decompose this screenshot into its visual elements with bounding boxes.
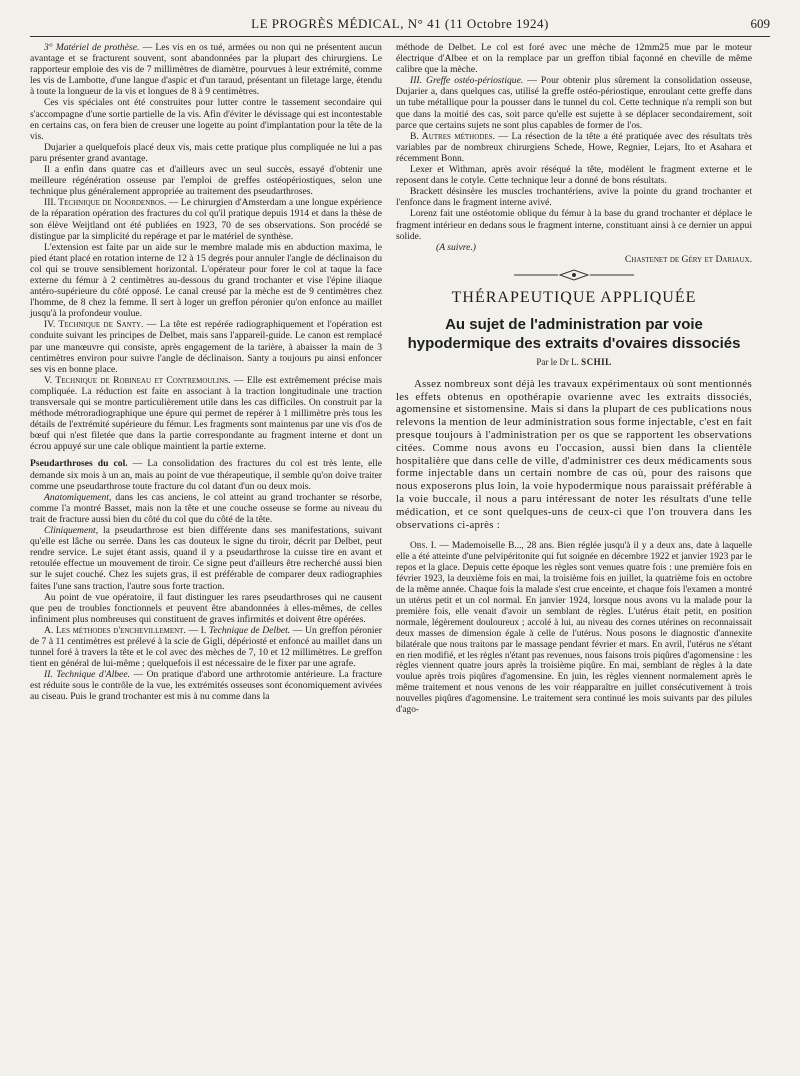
observation xyxy=(396,541,752,716)
paragraph: Il a enfin dans quatre cas et d'ailleurs avec un seul succès, essayé d'obtenir une meilleure régénération osseuse par l'emploi de greffes ostéopériostiques, selon une technique plus généralement appropriée au traitement des pseudarthroses. xyxy=(30,164,382,198)
paragraph xyxy=(30,492,382,525)
paragraph-label: III. Greffe ostéo-périostique. xyxy=(410,75,524,87)
paragraph: Au point de vue opératoire, il faut distinguer les rares pseudarthroses qui ne causent que peu de troubles fonctionnels et peuvent être abandonnées à elles-mêmes, de celles infiniment plus nombreuses qui constituent de graves infirmités et doivent être opérées. xyxy=(30,591,382,625)
journal-title: LE PROGRÈS MÉDICAL, N° 41 (11 Octobre 1924) xyxy=(251,16,549,31)
ornament-divider-icon xyxy=(514,268,634,282)
page-header xyxy=(30,10,770,37)
paragraph xyxy=(30,669,382,702)
paragraph xyxy=(30,197,382,241)
right-column xyxy=(396,42,752,716)
article-authors: Chastenet de Géry et Dariaux. xyxy=(624,253,752,265)
paragraph: Lexer et Withman, après avoir réséqué la tête, modèlent le fragment externe et le reposent dans le cotyle. Cette technique leur a donné de bons résultats. xyxy=(396,164,752,187)
author-name: SCHIL xyxy=(581,356,612,367)
paragraph: méthode de Delbet. Le col est foré avec une mèche de 12mm25 mue par le moteur électrique d'Albee et on la remplace par un greffon tibial façonné en cheville de même calibre que la mèche. xyxy=(396,42,752,76)
paragraph: Dujarier a quelquefois placé deux vis, mais cette pratique plus compliquée ne lui a pas paru présenter grand avantage. xyxy=(30,141,382,164)
article-title: Au sujet de l'administration par voie hypodermique des extraits d'ovaires dissociés xyxy=(407,315,741,352)
paragraph-label-italic: Technique de Delbet. xyxy=(208,624,291,636)
paragraph: Brackett désinsère les muscles trochantériens, avive la pointe du grand trochanter et l'enfonce dans le fragment interne avivé. xyxy=(396,186,752,209)
paragraph-label: Anatomiquement, xyxy=(44,491,112,503)
page-number: 609 xyxy=(750,16,770,31)
signature-block xyxy=(396,242,752,266)
paragraph xyxy=(30,625,382,669)
paragraph-label: 3° Matériel de prothèse. xyxy=(44,42,140,53)
paragraph-label: II. Technique d'Albee. xyxy=(44,669,130,681)
paragraph-label: IV. Technique de Santy. xyxy=(44,319,144,331)
ornament-divider xyxy=(396,268,752,282)
paragraph: Lorenz fait une ostéotomie oblique du fémur à la base du grand trochanter et déplace le fragment intérieur en dedans sous le fragment interne, constituant ainsi à ce dernier un appui solide. xyxy=(396,208,752,242)
paragraph-text: — La résection de la tête a été pratiquée avec des résultats très variables par de nombreux chirurgiens Schede, Howe, Regnier, Lejars, Ito et Asahara et récemment Bonn. xyxy=(396,130,753,164)
paragraph-text: — Un greffon péronier de 7 à 11 centimètres est prélevé à la scie de Gigli, dépériosté et enfoncé au maillet dans un tunnel foré à travers la tête et le col avec des mèches de 7, 10 et 12 millimètres. Le greffon tient en général de lui-même ; quelquefois il est nécessaire de le fixer par une agrafe. xyxy=(30,624,382,670)
paragraph-text: — La consolidation des fractures du col est très lente, elle demande six mois à un an, mais au point de vue thérapeutique, il semble qu'on doive traiter comme une pseudarthrose toute fracture du col datant d'un ou deux mois. xyxy=(30,458,382,492)
paragraph xyxy=(396,131,752,164)
paragraph xyxy=(30,525,382,592)
paragraph-text: — Le chirurgien d'Amsterdam a une longue expérience de la réparation opération des fractures du col qu'il pratique depuis 1914 et dans la thèse de son élève Weijtland ont été publiées en 1923, 70 de ses observations. Son procédé se distingue par la simplicité du repérage et par le matériel de synthèse. xyxy=(30,197,383,242)
paragraph-label: Pseudarthroses du col. xyxy=(30,458,128,470)
byline-prefix: Par le Dr L. xyxy=(536,356,582,367)
paragraph xyxy=(396,541,752,716)
paragraph-text: — Mademoiselle B..., 28 ans. Bien réglée jusqu'à il y a deux ans, date à laquelle elle a été atteinte d'une pelvipéritonite qui fut soignée en décembre 1922 et janvier 1923 par le repos et la glace. Depuis cette époque les règles sont venues quatre fois : une première fois en février 1923, la deuxième fois en mai, la troisième fois en juillet, la quatrième fois en octobre de la même année. Chaque fois la malade s'est crue enceinte, et chaque fois l'examen a montré un utérus petit et un col normal. En janvier 1924, lorsque nous avons vu la malade pour la première fois, elle venait d'avoir un semblant de règles. L'utérus était petit, en position normale, légèrement douloureux ; accolé à lui, au niveau des cornes utérines on reconnaissait deux masses de dimension égale à celle de l'utérus. Nous posons le diagnostic d'annexite bilatérale que nous traitons par le massage pendant février et mars. En avril, l'utérus ne s'étant en rien modifié, et les règles n'étant pas revenues, nous faisons trois piqûres d'agomensine : les règles viennent quatre jours après la troisième piqûre. En mai, semblant de règles à la date voulue après trois piqûres d'agomensine. En juin, les règles viennent normalement après le même traitement et nous venons de les voir réapparaître en juillet consécutivement à trois nouvelles piqûres d'agomensine. Le traitement sera continué les mois suivants par des pilules d'ago- xyxy=(396,541,752,716)
paragraph: Assez nombreux sont déjà les travaux expérimentaux où sont mentionnés les effets obtenus en opothérapie ovarienne avec les extraits dissociés, agomensine et sistomensine. Mais si dans la plupart de ces publications nous relevons la mention de leur administration sous forme injectable, c'est en fait presque toujours à l'administration per os que se rapportent les observations citées. Comme nous avons eu l'occasion, aussi bien dans la clientèle hospitalière que dans celle de ville, d'administrer ces deux médicaments sous forme injectable dans un certain nombre de cas où, pour des raisons que nous exposerons plus loin, la voie hypodermique nous paraissait préférable à la voie buccale, il nous a paru intéressant de noter les résultats d'une telle médication, et ce sont quelques-uns de ceux-ci que l'on trouvera dans les observations ci-après : xyxy=(396,377,752,531)
paragraph-text: — On pratique d'abord une arthrotomie antérieure. La fracture est réduite sous le contrôle de la vue, les extrémités osseuses sont économiquement avivées au ciseau. Puis le grand trochanter est mis à nu comme dans la xyxy=(30,669,382,703)
paragraph: L'extension est faite par un aide sur le membre malade mis en abduction maxima, le pied étant placé en rotation interne de 12 à 15 degrés pour annuler l'angle de déclinaison du col qui se trouve sensiblement horizontal. L'opérateur pour forer le col at taque la face externe du fémur à 2 centimètres au-dessous du grand trochanter et vise l'épine iliaque antéro-supérieure du côté opposé. Le canal creusé par la mèche est de 9 centimètres chez l'homme, de 8 chez la femme. Il sert à loger un greffon péronier qu'on enfonce au maillet jusqu'à la profondeur voulue. xyxy=(30,241,382,320)
paragraph xyxy=(30,319,382,374)
to-be-continued: (A suivre.) xyxy=(436,241,476,253)
paragraph-text: — Elle est extrêmement précise mais compliquée. La réduction est faite en associant à la traction longitudinale une traction transversale qui se montre particulièrement utile dans les cas difficiles. On construit par la méthode métroradiographique une épure qui permet de repérer à 1 millimètre près tous les détails de l'extrémité supérieure du fémur. Les fragments sont maintenus par une vis d'os de bœuf qui n'est filetée que dans la partie correspondante au fragment interne et dont un écrou appuyé sur une cale oblique maintient la partie externe. xyxy=(30,374,383,453)
paragraph-text: — Pour obtenir plus sûrement la consolidation osseuse, Dujarier a, dans quelques cas, utilisé la greffe ostéo-périostique, enroulant cette greffe dans un tube métallique pour la pousser dans le tunnel du col. Cette technique n'a rempli son but que dans la moitié des cas, soit parce qu'elle est sujette à se déplacer secondairement, soit parce que certains sujets ne sont plus capables de former de l'os. xyxy=(396,75,752,131)
observation-label: Obs. I. xyxy=(410,541,437,552)
paragraph-text: la pseudarthrose est bien différente dans ses manifestations, suivant qu'elle est lâche ou serrée. Dans les cas douteux le signe du tiroir, décrit par Delbet, peut rendre service. Le sujet étant assis, quand il y a pseudarthrose la cuisse tire en avant et retoulée effectue un mouvement de tiroir. Ce signe peut d'ailleurs être recherché aussi bien sur le sujet couché. Chez les sujets gras, il est préférable de comparer deux radiographies faites l'une sans traction, l'autre sous forte traction. xyxy=(30,525,382,592)
left-column xyxy=(30,42,382,703)
paragraph xyxy=(30,42,382,97)
paragraph-label: Cliniquement, xyxy=(44,525,99,537)
paragraph xyxy=(396,75,752,130)
byline xyxy=(396,357,752,368)
paragraph-label: A. Les méthodes d'enchevillement. xyxy=(44,624,186,636)
article-intro xyxy=(396,378,752,532)
paragraph xyxy=(30,458,382,491)
paragraph-label: B. Autres méthodes. xyxy=(410,130,495,142)
paragraph-text: — I. xyxy=(185,624,209,636)
section-title: THÉRAPEUTIQUE APPLIQUÉE xyxy=(451,288,697,306)
paragraph-label: III. Technique de Noordenbos. xyxy=(44,197,167,209)
paragraph-text: — Les vis en os tué, armées ou non qui ne présentent aucun avantage et se fracturent souvent, sont abandonnées par la plupart des chirurgiens. Le rapporteur emploie des vis de 7 millimètres de diamètre, pourvues à leur extrémité, comme les vis de Lambotte, d'une langue d'aspic et d'un taraud, présentant un filetage large, étendu à toute la longueur de la vis et longues de 8 à 9 centimètres. xyxy=(30,42,382,98)
paragraph xyxy=(30,375,382,453)
paragraph: Ces vis spéciales ont été construites pour lutter contre le tassement secondaire qui s'accompagne d'une sortie partielle de la vis. Afin d'éviter le dévissage qui est incontestable en certains cas, on fera bien de creuser une logette au point d'implantation pour la tête de la vis. xyxy=(30,97,382,142)
paragraph-label: V. Technique de Robineau et Contremoulins. xyxy=(44,374,231,386)
paragraph-text: dans les cas anciens, le col atteint au grand trochanter se résorbe, comme l'a montré Basset, mais non la tête et une couche osseuse se forme au niveau du trait de fracture aussi bien du côté du col que du côté de la tête. xyxy=(30,491,382,525)
paragraph-text: — La tête est repérée radiographiquement et l'opération est conduite suivant les principes de Delbet, mais sans l'appareil-guide. Le canon est remplacé par une manœuvre qui consiste, après engagement de la tarière, à abaisser la main de 3 centimètres environ pour suivre l'angle de déclinaison. Santy a toujours pu ainsi enfoncer ses vis en bonne place. xyxy=(30,319,382,375)
